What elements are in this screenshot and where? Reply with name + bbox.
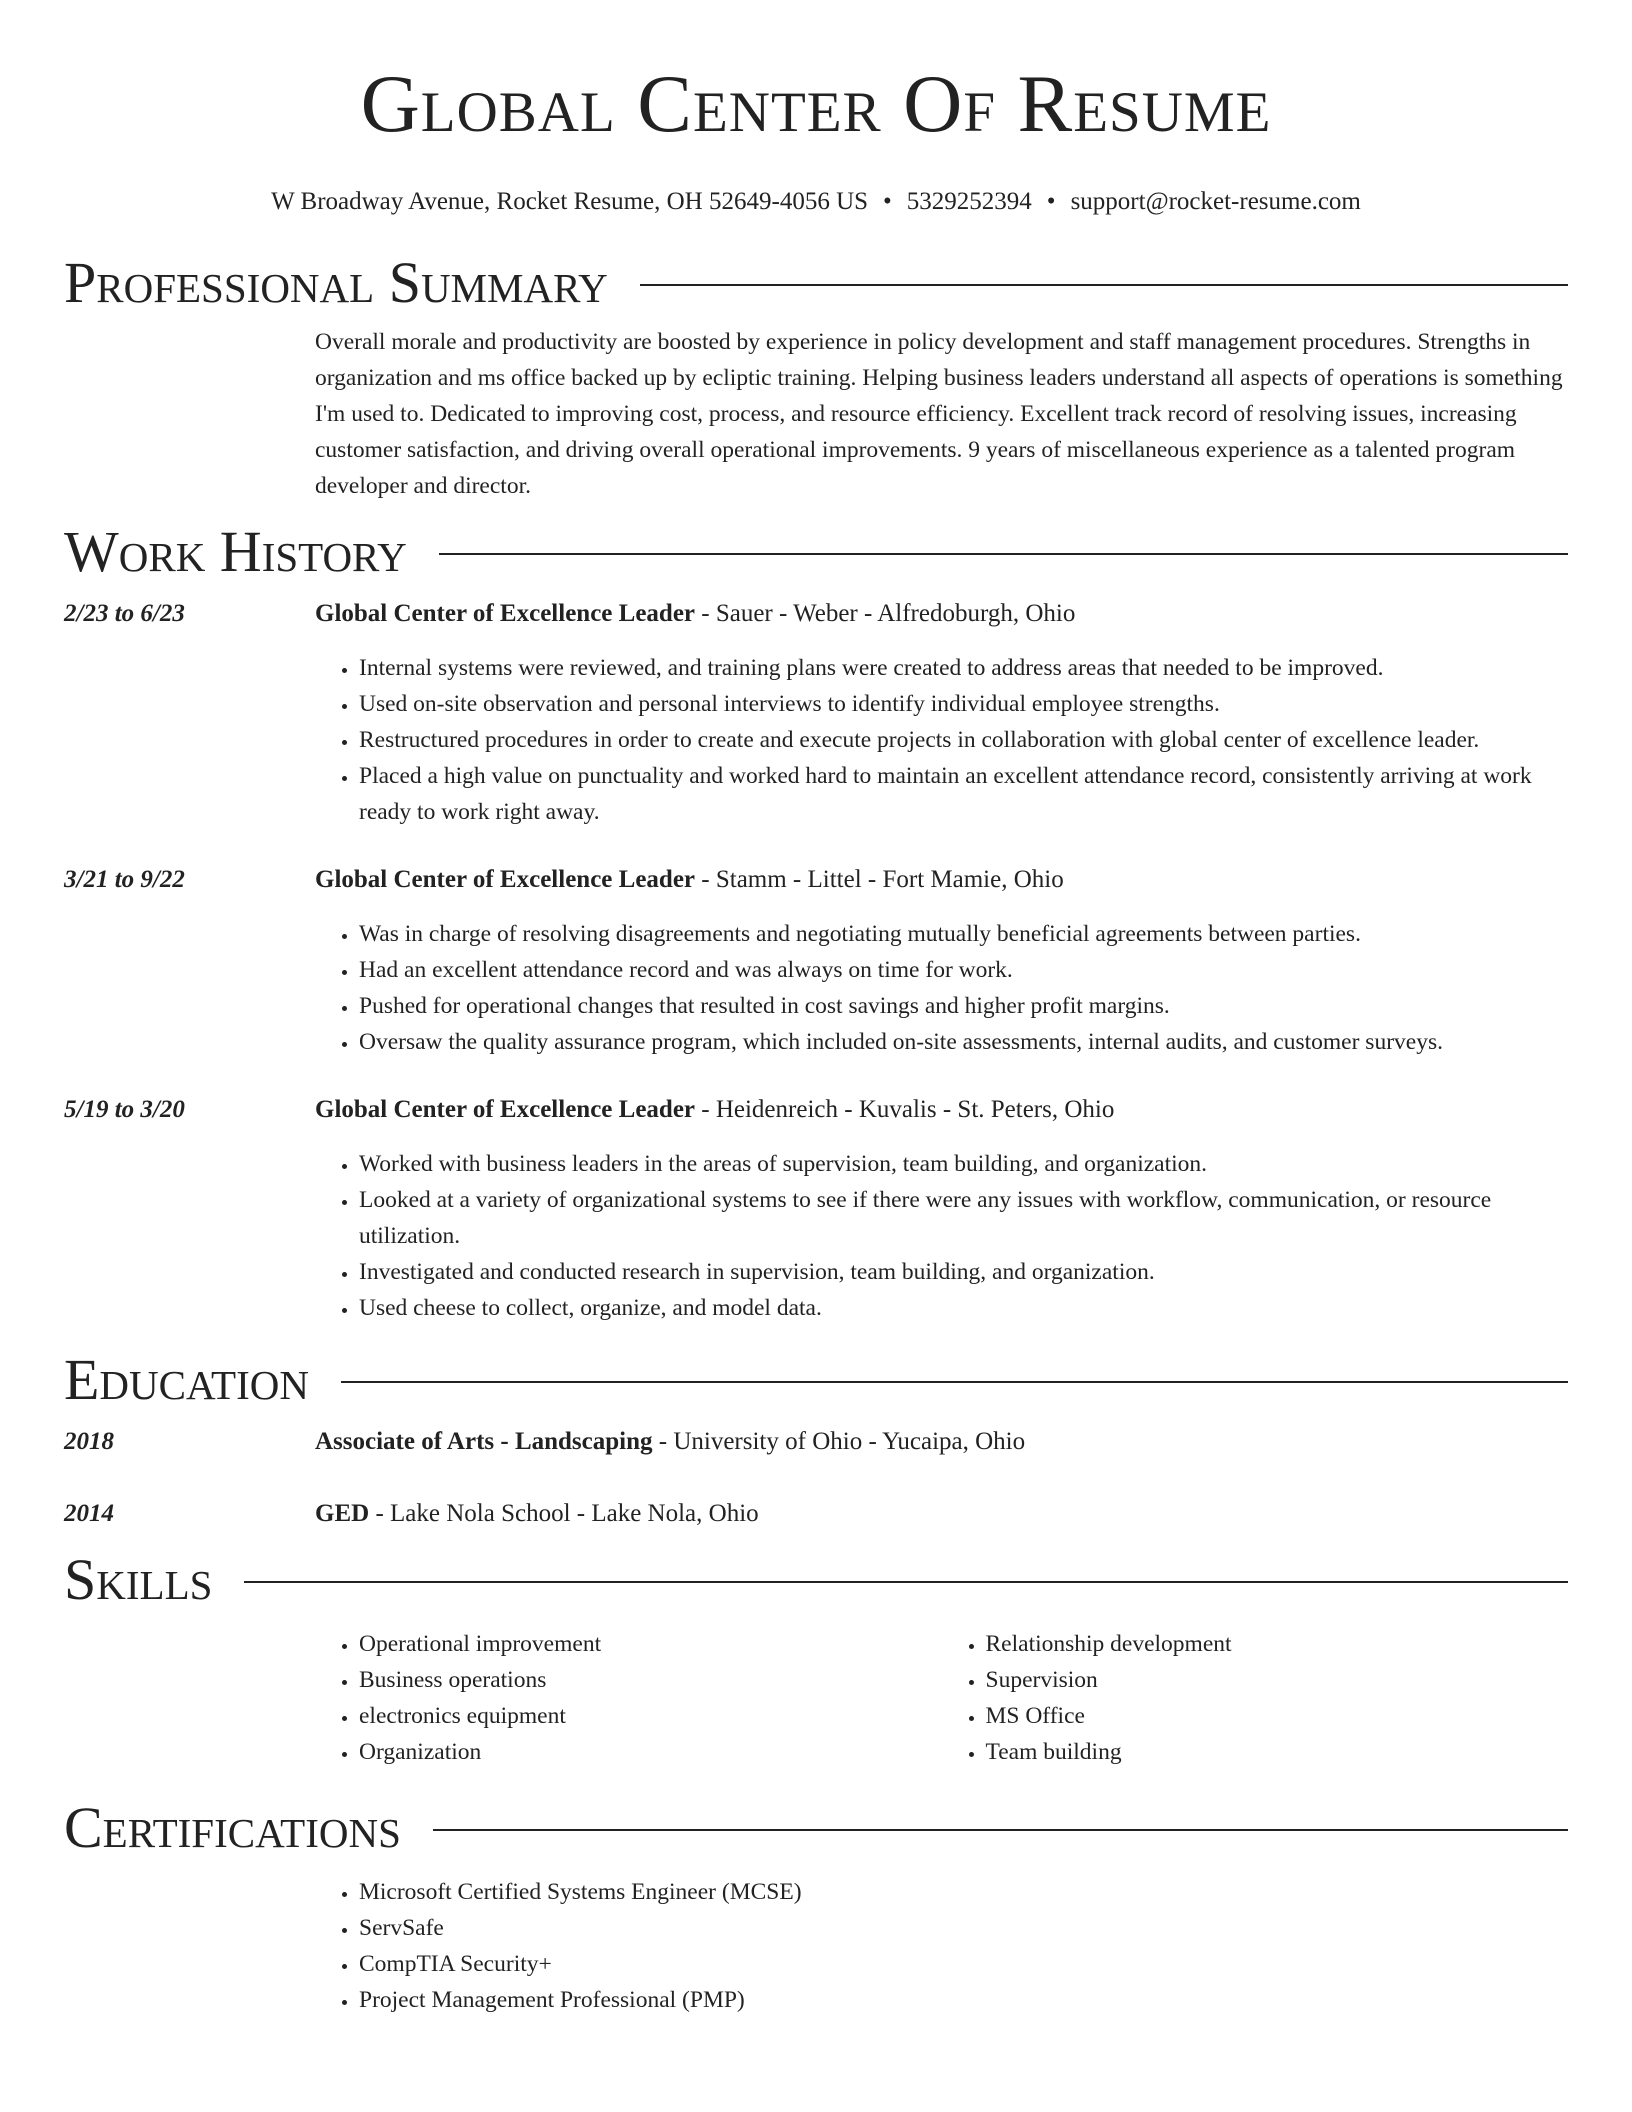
list-item: • Was in charge of resolving disagreements and negotiating mutually beneficial agreements between parties. [359,916,1568,952]
section-divider [341,1381,1568,1383]
education-line [315,1424,1025,1460]
list-item: • Used cheese to collect, organize, and model data. [359,1290,1568,1326]
skills-list [315,1626,1568,1770]
summary-text: Overall morale and productivity are boosted by experience in policy development and staff management procedures. Strengths in organization and ms office backed up by ecliptic training. Helping business leaders understand all aspects of operations is something I'm used to. Dedicated to improving cost, process, and resource efficiency. Excellent track record of resolving issues, increasing customer satisfaction, and driving overall operational improvements. 9 years of miscellaneous experience as a talented program developer and director. [315,329,1563,499]
work-title: Work History [64,519,407,584]
address: W Broadway Avenue, Rocket Resume, OH 52649-4056 US [271,188,869,215]
degree: GED [315,1500,370,1527]
section-divider [244,1581,1568,1583]
separator-bullet: • [1046,188,1056,215]
skills-section-header [64,1548,1568,1612]
contact-line [64,186,1568,218]
job-details: - Heidenreich - Kuvalis - St. Peters, Ohio [695,1096,1115,1123]
job-title-line [315,862,1064,898]
job-role: Global Center of Excellence Leader [315,600,696,627]
job-header [64,862,1568,898]
skill-item: • Relationship development [986,1626,1569,1662]
list-item: • Used on-site observation and personal interviews to identify individual employee strengths. [359,686,1568,722]
job-details: - Sauer - Weber - Alfredoburgh, Ohio [695,600,1076,627]
skill-item: • Business operations [359,1662,942,1698]
list-item: • Looked at a variety of organizational systems to see if there were any issues with workflow, communication, or resource utilization. [359,1182,1568,1254]
job-role: Global Center of Excellence Leader [315,1096,696,1123]
certifications-list [315,1874,1568,2018]
job-bullets [315,1146,1568,1326]
job-bullets [315,916,1568,1060]
education-entry [64,1496,1568,1532]
list-item: • Internal systems were reviewed, and training plans were created to address areas that needed to be improved. [359,650,1568,686]
list-item: • Placed a high value on punctuality and worked hard to maintain an excellent attendance record, consistently arriving at work ready to work right away. [359,758,1568,830]
job-header [64,596,1568,632]
skills-column-right [942,1626,1569,1770]
job-role: Global Center of Excellence Leader [315,866,696,893]
work-section-header [64,520,1568,584]
certification-item: • Microsoft Certified Systems Engineer (MCSE) [359,1874,1568,1910]
certification-item: • ServSafe [359,1910,1568,1946]
certifications-section-header [64,1796,1568,1860]
degree: Associate of Arts - Landscaping [315,1428,653,1455]
education-entry [64,1424,1568,1460]
email: support@rocket-resume.com [1070,188,1361,215]
education-year: 2014 [64,1500,114,1527]
summary-section-header [64,251,1568,315]
certifications-title: Certifications [64,1795,401,1860]
separator-bullet: • [883,188,892,215]
job-dates: 3/21 to 9/22 [64,866,185,893]
candidate-name: Global Center Of Resume [360,58,1272,149]
school-details: - Lake Nola School - Lake Nola, Ohio [369,1500,759,1527]
job-entry [64,862,1568,1060]
skill-item: • Operational improvement [359,1626,942,1662]
job-title-line [315,1092,1114,1128]
education-section-header [64,1348,1568,1412]
job-title-line [315,596,1075,632]
list-item: • Oversaw the quality assurance program, which included on-site assessments, internal audits, and customer surveys. [359,1024,1568,1060]
section-divider [439,553,1568,555]
job-bullets [315,650,1568,830]
list-item: • Had an excellent attendance record and was always on time for work. [359,952,1568,988]
job-details: - Stamm - Littel - Fort Mamie, Ohio [695,866,1064,893]
summary-title: Professional Summary [64,250,608,315]
job-dates: 2/23 to 6/23 [64,600,185,627]
skill-item: • electronics equipment [359,1698,942,1734]
section-divider [640,284,1568,286]
skills-column-left [315,1626,942,1770]
school-details: - University of Ohio - Yucaipa, Ohio [652,1428,1026,1455]
list-item: • Worked with business leaders in the areas of supervision, team building, and organization. [359,1146,1568,1182]
list-item: • Restructured procedures in order to create and execute projects in collaboration with global center of excellence leader. [359,722,1568,758]
skill-item: • MS Office [986,1698,1569,1734]
job-dates: 5/19 to 3/20 [64,1096,185,1123]
job-entry [64,1092,1568,1326]
certification-item: • Project Management Professional (PMP) [359,1982,1568,2018]
job-header [64,1092,1568,1128]
certification-item: • CompTIA Security+ [359,1946,1568,1982]
phone: 5329252394 [906,188,1032,215]
education-line [315,1496,759,1532]
education-title: Education [64,1347,309,1412]
section-divider [433,1829,1568,1831]
skill-item: • Team building [986,1734,1569,1770]
list-item: • Investigated and conducted research in supervision, team building, and organization. [359,1254,1568,1290]
skills-title: Skills [64,1547,213,1612]
job-entry [64,596,1568,830]
education-year: 2018 [64,1428,114,1455]
skill-item: • Supervision [986,1662,1569,1698]
skill-item: • Organization [359,1734,942,1770]
list-item: • Pushed for operational changes that resulted in cost savings and higher profit margins. [359,988,1568,1024]
